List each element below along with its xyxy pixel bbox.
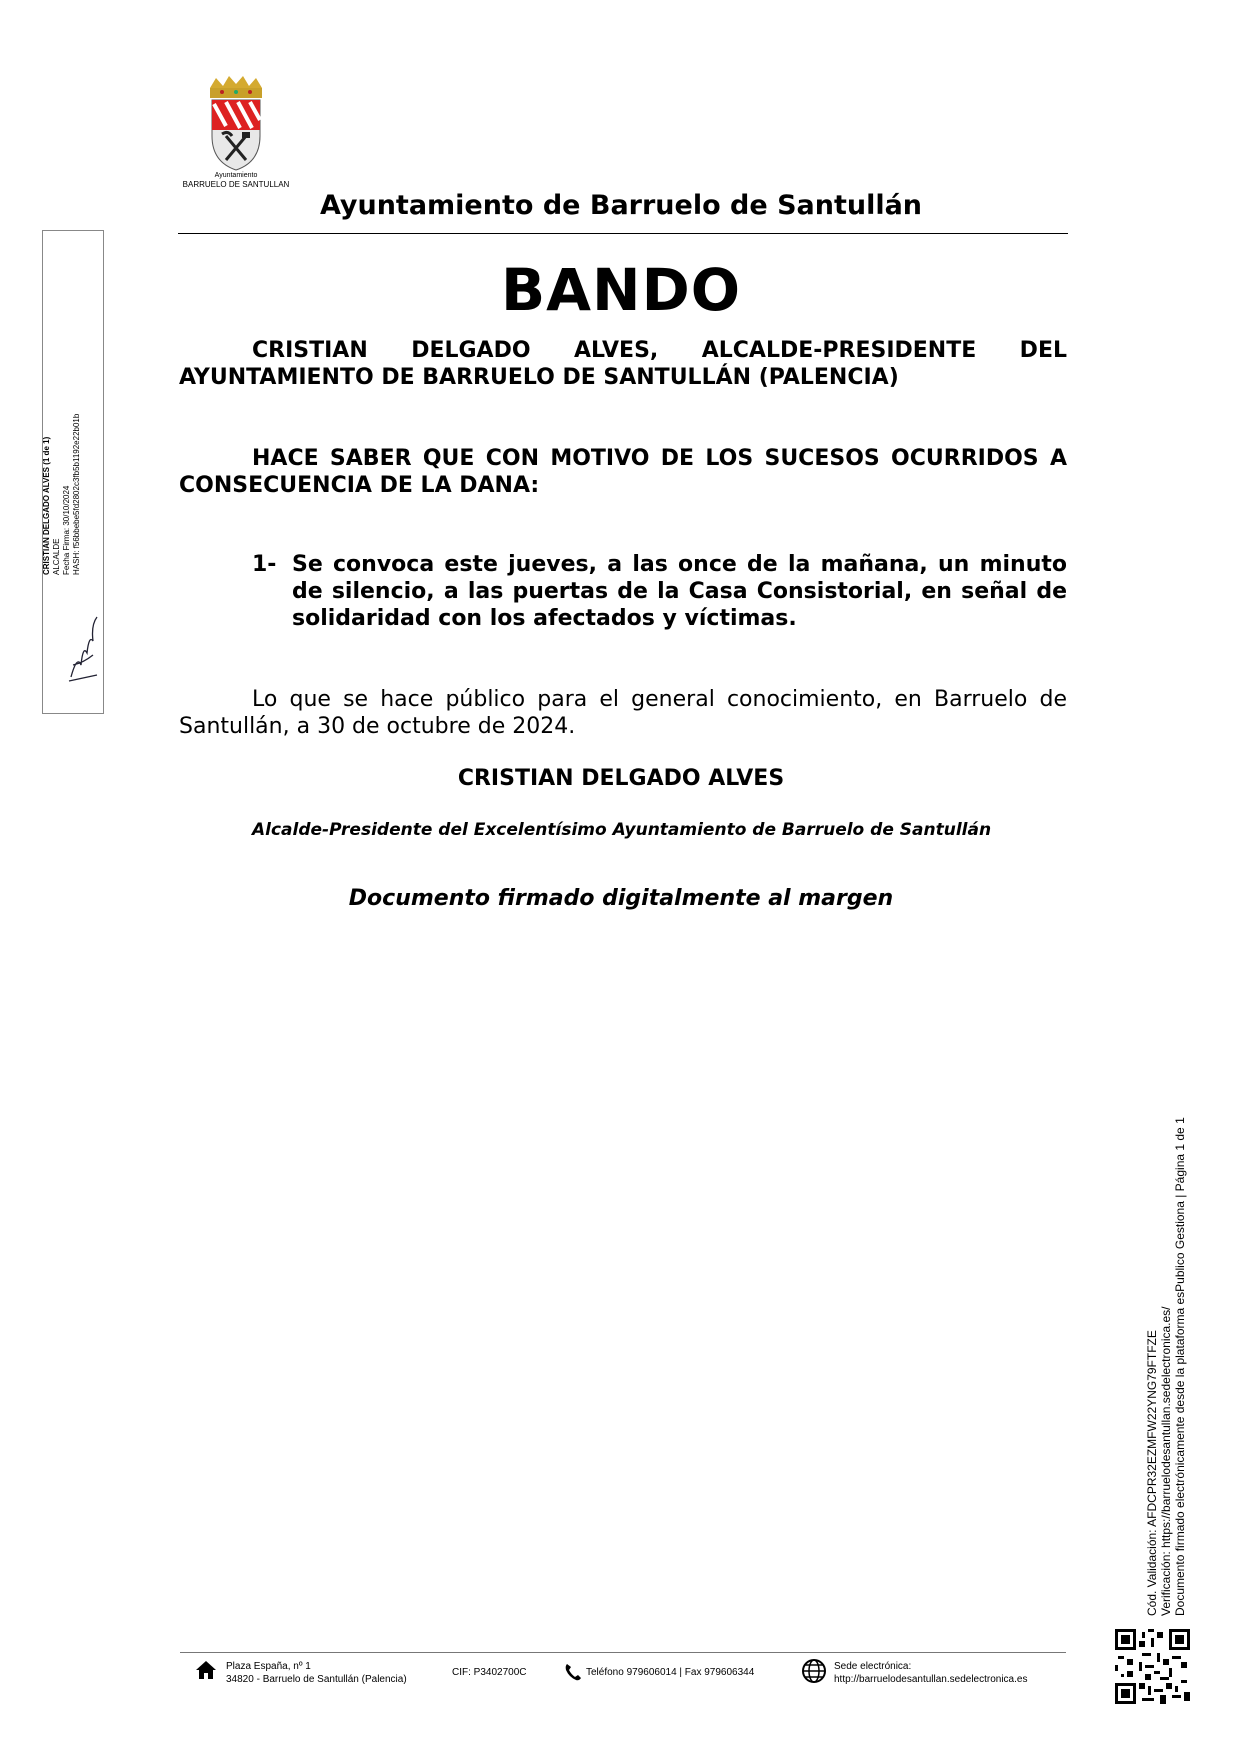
handwritten-signature — [63, 605, 103, 685]
header-divider — [178, 233, 1068, 234]
footer-address-line: Plaza España, nº 1 — [226, 1661, 311, 1672]
footer-cif: CIF: P3402700C — [452, 1667, 527, 1678]
list-item-text: Se convoca este jueves, a las once de la mañana, un minuto de silencio, a las puertas de la Casa Consistorial, en señal de solidaridad con los afectados y víctimas. — [292, 552, 1067, 631]
footer-phone: Teléfono 979606014 | Fax 979606344 — [586, 1667, 755, 1678]
signer-role: Alcalde-Presidente del Excelentísimo Ayuntamiento de Barruelo de Santullán — [252, 820, 992, 840]
list-item-number: 1- — [252, 552, 277, 577]
signer-name: CRISTIAN DELGADO ALVES — [457, 766, 785, 791]
validation-code: Cód. Validación: AFDCPR32EZMFW22YNG79FTFZE — [1145, 1330, 1159, 1616]
signature-hash: HASH: f56bbebe5fd2802c3fb5b1192e22b01b — [72, 413, 81, 575]
footer-sede-link[interactable]: http://barruelodesantullan.sedelectronica.es — [834, 1674, 1028, 1685]
logo-caption: BARRUELO DE SANTULLAN — [182, 180, 290, 189]
footer-sede-label: Sede electrónica: — [834, 1661, 912, 1672]
footer-address-line: 34820 - Barruelo de Santullán (Palencia) — [226, 1674, 407, 1685]
document-title: BANDO — [500, 256, 742, 324]
signature-date: Fecha Firma: 30/10/2024 — [62, 485, 71, 575]
footer-divider — [180, 1652, 1066, 1653]
qr-code — [1115, 1629, 1190, 1704]
home-icon — [195, 1660, 217, 1684]
list-item — [252, 551, 1067, 632]
digital-signature-note: Documento firmado digitalmente al margen — [348, 886, 894, 911]
footer-address — [226, 1660, 407, 1686]
closing-paragraph: Lo que se hace público para el general conocimiento, en Barruelo de Santullán, a 30 de octubre de 2024. — [179, 687, 1067, 739]
intro-paragraph: CRISTIAN DELGADO ALVES, ALCALDE-PRESIDENTE DEL AYUNTAMIENTO DE BARRUELO DE SANTULLÁN (PALENCIA) — [179, 338, 1067, 390]
phone-icon — [563, 1662, 583, 1686]
globe-icon — [801, 1658, 827, 1688]
organization-name: Ayuntamiento de Barruelo de Santullán — [319, 190, 923, 221]
signature-details — [42, 365, 82, 575]
announcement-paragraph: HACE SABER QUE CON MOTIVO DE LOS SUCESOS OCURRIDOS A CONSECUENCIA DE LA DANA: — [179, 446, 1067, 498]
logo-caption: Ayuntamiento — [214, 172, 258, 179]
validation-block — [1145, 1117, 1187, 1616]
signature-signer: CRISTIAN DELGADO ALVES (1 de 1) — [42, 436, 51, 575]
footer-sede — [834, 1660, 1027, 1686]
validation-url: Verificación: https://barruelodesantullan.sedelectronica.es/ — [1159, 1306, 1173, 1616]
validation-note: Documento firmado electrónicamente desde la plataforma esPublico Gestiona | Página 1 de 1 — [1173, 1117, 1187, 1616]
signature-role: ALCALDE — [52, 538, 61, 575]
